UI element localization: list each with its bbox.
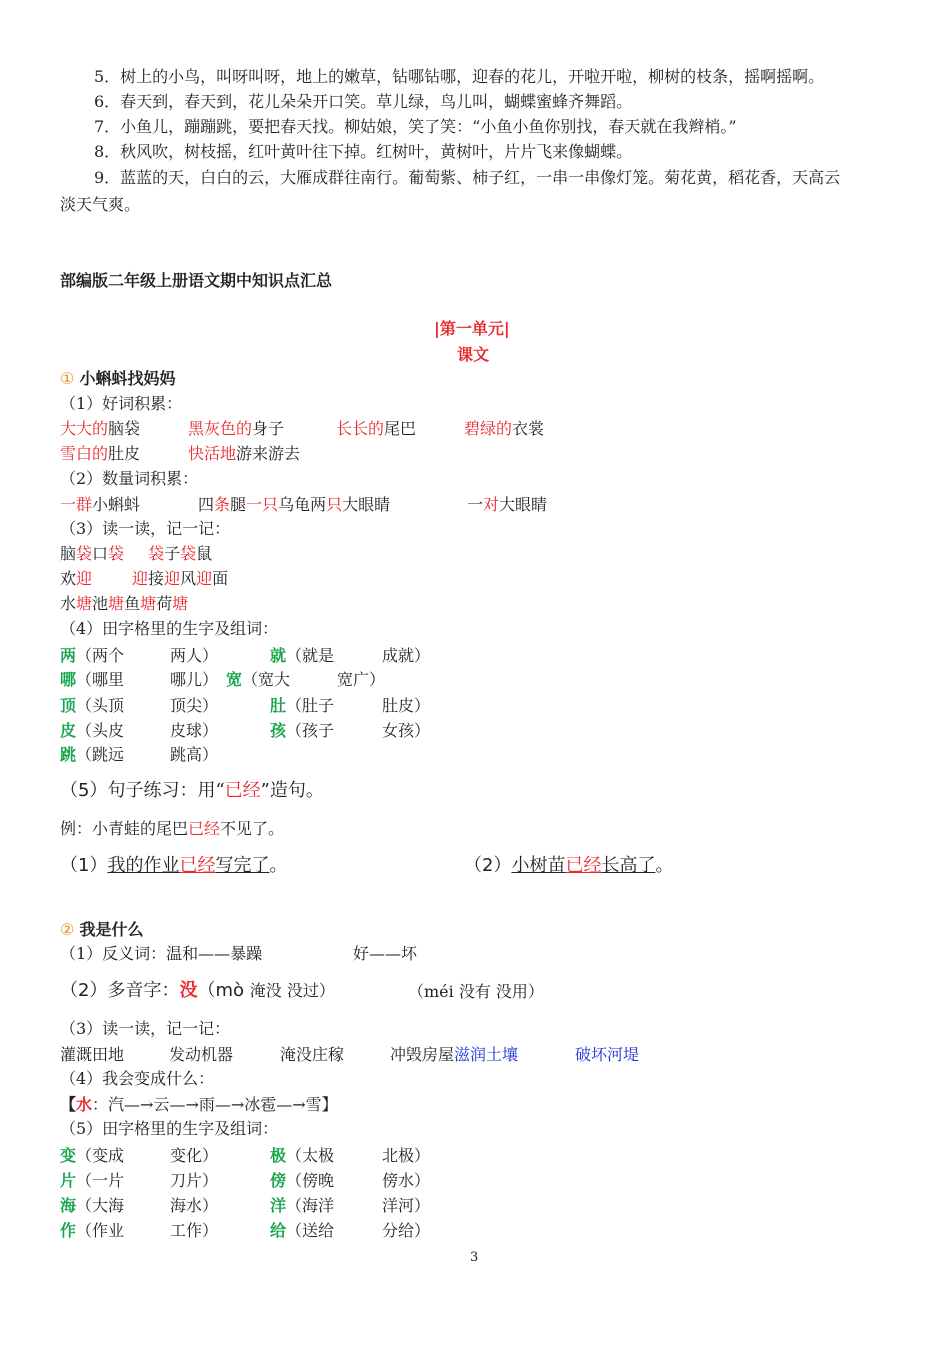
poem-line-5: 5．树上的小鸟，叫呀叫呀，地上的嫩草，钻哪钻哪，迎春的花儿，开啦开啦，柳树的枝条，摇啊摇啊。: [94, 67, 825, 86]
lesson1-heading: [60, 367, 175, 391]
char-entry: 孩（孩子: [270, 721, 335, 740]
poem-line-9-cont: 淡天气爽。: [60, 195, 141, 214]
char-entry-word: 顶尖）: [170, 696, 219, 715]
good-word-1: 大大的脑袋: [60, 419, 141, 438]
read-phrase: 发动机器: [169, 1045, 234, 1064]
sentence-practice-heading: （5）句子练习：用“已经”造句。: [60, 780, 324, 801]
good-word-5: 雪白的肚皮: [60, 444, 141, 463]
poem-line-9: 9．蓝蓝的天，白白的云，大雁成群往南行。葡萄紫、柿子红，一串一串像灯笼。菊花黄，稻花香，天高云: [94, 168, 841, 187]
lesson1-good-words-heading: （1）好词积累：: [60, 394, 183, 413]
char-entry-word: 工作）: [170, 1221, 219, 1240]
char-entry: 海（大海: [60, 1196, 125, 1215]
char-entry: 宽（宽大: [226, 670, 291, 689]
char-entry: 就（就是: [270, 646, 335, 665]
lesson2-chars-heading: （5）田字格里的生字及组词：: [60, 1119, 279, 1138]
good-word-2: 黑灰色的身子: [188, 419, 285, 438]
quantity-word-2: 四条腿一只乌龟两只大眼睛: [198, 495, 391, 514]
poem-line-7: 7．小鱼儿，蹦蹦跳，要把春天找。柳姑娘，笑了笑：“小鱼小鱼你别找，春天就在我辫梢。”: [94, 117, 737, 136]
char-entry: 傍（傍晚: [270, 1171, 335, 1190]
antonym-line: （1）反义词：温和——暴躁: [60, 944, 263, 963]
char-entry: 作（作业: [60, 1221, 125, 1240]
read-phrase: 灌溉田地: [60, 1045, 125, 1064]
char-entry-word: 傍水）: [382, 1171, 431, 1190]
unit-title: |第一单元|: [434, 319, 510, 338]
lesson-number-badge: ②: [60, 920, 75, 939]
quantity-word-1: 一群小蝌蚪: [60, 495, 141, 514]
char-entry: 肚（肚子: [270, 696, 335, 715]
char-entry-word: 宽广）: [337, 670, 386, 689]
char-entry: 极（太极: [270, 1146, 335, 1165]
good-word-6: 快活地游来游去: [188, 444, 301, 463]
document-title: 部编版二年级上册语文期中知识点汇总: [60, 271, 333, 290]
polyphone-line-2: （méi 没有 没用）: [408, 982, 544, 1001]
unit-subtitle: 课文: [457, 345, 490, 364]
lesson-number-badge: ①: [60, 369, 75, 388]
char-entry-word: 洋河）: [382, 1196, 431, 1215]
sentence-example: 例：小青蛙的尾巴已经不见了。: [60, 819, 285, 838]
char-entry-word: 皮球）: [170, 721, 219, 740]
read-row-3: 水塘池塘鱼塘荷塘: [60, 594, 189, 613]
char-entry-word: 海水）: [170, 1196, 219, 1215]
char-entry-word: 变化）: [170, 1146, 219, 1165]
polyphone-line: （2）多音字：没（mò 淹没 没过）: [60, 980, 335, 1001]
read-phrase: 冲毁房屋滋润土壤: [390, 1045, 519, 1064]
quantity-word-3: 一对大眼睛: [467, 495, 548, 514]
water-chain: 【水：汽—→云—→雨—→冰雹—→雪】: [60, 1095, 338, 1114]
transform-heading: （4）我会变成什么：: [60, 1069, 215, 1088]
char-entry: 片（一片: [60, 1171, 125, 1190]
char-entry-word: 成就）: [382, 646, 431, 665]
char-entry-word: 两人）: [170, 646, 219, 665]
poem-line-6: 6．春天到，春天到，花儿朵朵开口笑。草儿绿，鸟儿叫，蝴蝶蜜蜂齐舞蹈。: [94, 92, 633, 111]
char-entry: 跳（跳远: [60, 745, 125, 764]
read-phrase: 淹没庄稼: [280, 1045, 345, 1064]
char-entry: 皮（头皮: [60, 721, 125, 740]
lesson1-read-heading: （3）读一读，记一记：: [60, 519, 231, 538]
lesson2-heading: [60, 918, 143, 942]
lesson2-read-heading: （3）读一读，记一记：: [60, 1019, 231, 1038]
char-entry-word: 跳高）: [170, 745, 219, 764]
char-entry: 给（送给: [270, 1221, 335, 1240]
char-entry: 两（两个: [60, 646, 125, 665]
char-entry-word: 女孩）: [382, 721, 431, 740]
char-entry-word: 哪儿）: [170, 670, 219, 689]
char-entry-word: 北极）: [382, 1146, 431, 1165]
sentence-answer-1: （1）我的作业已经写完了。: [60, 855, 288, 876]
read-phrase: 破坏河堤: [575, 1045, 640, 1064]
page-number: 3: [470, 1250, 479, 1265]
char-entry-word: 肚皮）: [382, 696, 431, 715]
poem-line-8: 8．秋风吹，树枝摇，红叶黄叶往下掉。红树叶，黄树叶，片片飞来像蝴蝶。: [94, 142, 633, 161]
char-entry: 哪（哪里: [60, 670, 125, 689]
char-entry: 变（变成: [60, 1146, 125, 1165]
lesson1-chars-heading: （4）田字格里的生字及组词：: [60, 619, 279, 638]
lesson2-title: 我是什么: [79, 920, 144, 939]
char-entry: 顶（头顶: [60, 696, 125, 715]
antonym-line-2: 好——坏: [353, 944, 418, 963]
char-entry: 洋（海洋: [270, 1196, 335, 1215]
read-row-1: 脑袋口袋 袋子袋鼠: [60, 544, 213, 563]
char-entry-word: 刀片）: [170, 1171, 219, 1190]
lesson1-quantity-heading: （2）数量词积累：: [60, 469, 199, 488]
sentence-answer-2: （2）小树苗已经长高了。: [464, 855, 674, 876]
good-word-3: 长长的尾巴: [336, 419, 417, 438]
lesson1-title: 小蝌蚪找妈妈: [79, 369, 176, 388]
char-entry-word: 分给）: [382, 1221, 431, 1240]
good-word-4: 碧绿的衣裳: [464, 419, 545, 438]
read-row-2: 欢迎 迎接迎风迎面: [60, 569, 229, 588]
